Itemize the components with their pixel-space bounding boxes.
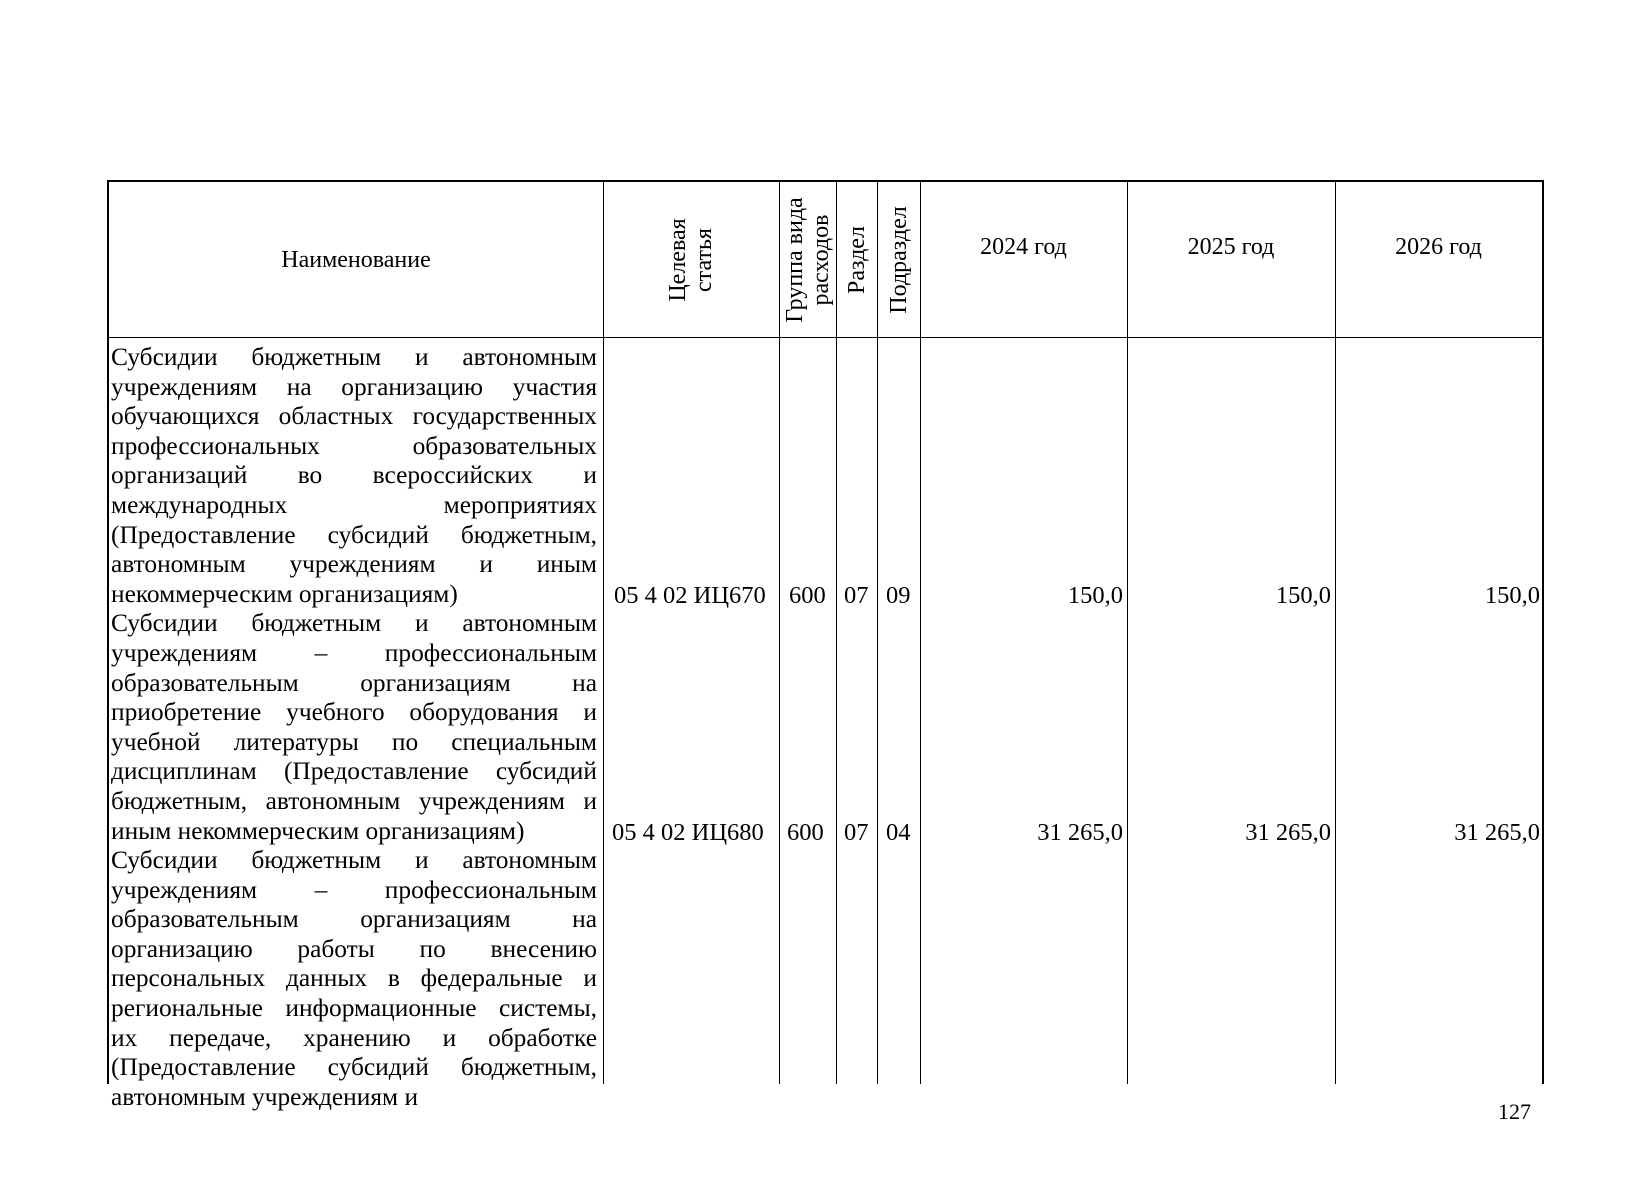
row1-value-2026: 150,0 — [1484, 582, 1540, 609]
row1-value-2024: 150,0 — [1067, 582, 1123, 609]
row2-value-2025: 31 265,0 — [1245, 819, 1331, 846]
header-year-2024-text: 2024 год — [980, 234, 1067, 260]
header-subsection — [877, 182, 920, 337]
header-expense-group-line2: расходов — [807, 214, 834, 305]
row-name: Субсидии бюджетным и автономным учреждениям – профессиональным образовательным организациям на приобретение учебного оборудования и учебной литературы по специальным дисциплинам (Предоставление субсидий бюджетным, автономным учреждениям и иным некоммерческим организациям) — [111, 609, 597, 845]
row2-target-article: 05 4 02 ИЦ680 — [612, 819, 764, 846]
header-separator — [109, 337, 1542, 338]
row2-value-2024: 31 265,0 — [1037, 819, 1123, 846]
header-year-2026 — [1335, 182, 1542, 337]
row1-value-2025: 150,0 — [1275, 582, 1331, 609]
header-year-2025-text: 2025 год — [1187, 234, 1275, 260]
header-name — [109, 182, 603, 337]
row2-subsection: 04 — [886, 819, 911, 846]
row-name: Субсидии бюджетным и автономным учреждениям – профессиональным образовательным организациям на организацию работы по внесению персональных данных в федеральные и региональные информационные системы, их передаче, хранению и обработке (Предоставление субсидий бюджетным, автономным учреждениям и — [111, 846, 597, 1111]
header-year-2025 — [1127, 182, 1335, 337]
row1-subsection: 09 — [886, 582, 911, 609]
page-number: 127 — [1498, 1099, 1531, 1124]
row1-expense-group: 600 — [789, 582, 826, 609]
row2-value-2026: 31 265,0 — [1454, 819, 1540, 846]
header-expense-group-line1: Группа вида — [781, 196, 808, 323]
row2-section: 07 — [844, 819, 869, 846]
header-target-article — [603, 182, 779, 337]
header-year-2024 — [920, 182, 1127, 337]
row1-section: 07 — [844, 582, 869, 609]
row1-target-article: 05 4 02 ИЦ670 — [614, 582, 766, 609]
header-subsection-text: Подраздел — [885, 205, 912, 314]
budget-table — [107, 180, 1544, 1111]
row2-expense-group: 600 — [787, 819, 824, 846]
header-target-article-line2: статья — [691, 227, 717, 292]
row-name: Субсидии бюджетным и автономным учреждениям на организацию участия обучающихся областных государственных профессиональных образовательных организаций во всероссийских и международных мероприятиях (Предоставление субсидий бюджетным, автономным учреждениям и иным некоммерческим организациям) — [111, 343, 597, 608]
header-year-2026-text: 2026 год — [1395, 234, 1482, 260]
header-expense-group — [779, 182, 836, 337]
header-section-text: Раздел — [843, 225, 870, 294]
name-column — [111, 343, 597, 1112]
header-target-article-line1: Целевая — [665, 217, 691, 302]
header-section — [836, 182, 877, 337]
header-name-text: Наименование — [281, 246, 431, 273]
